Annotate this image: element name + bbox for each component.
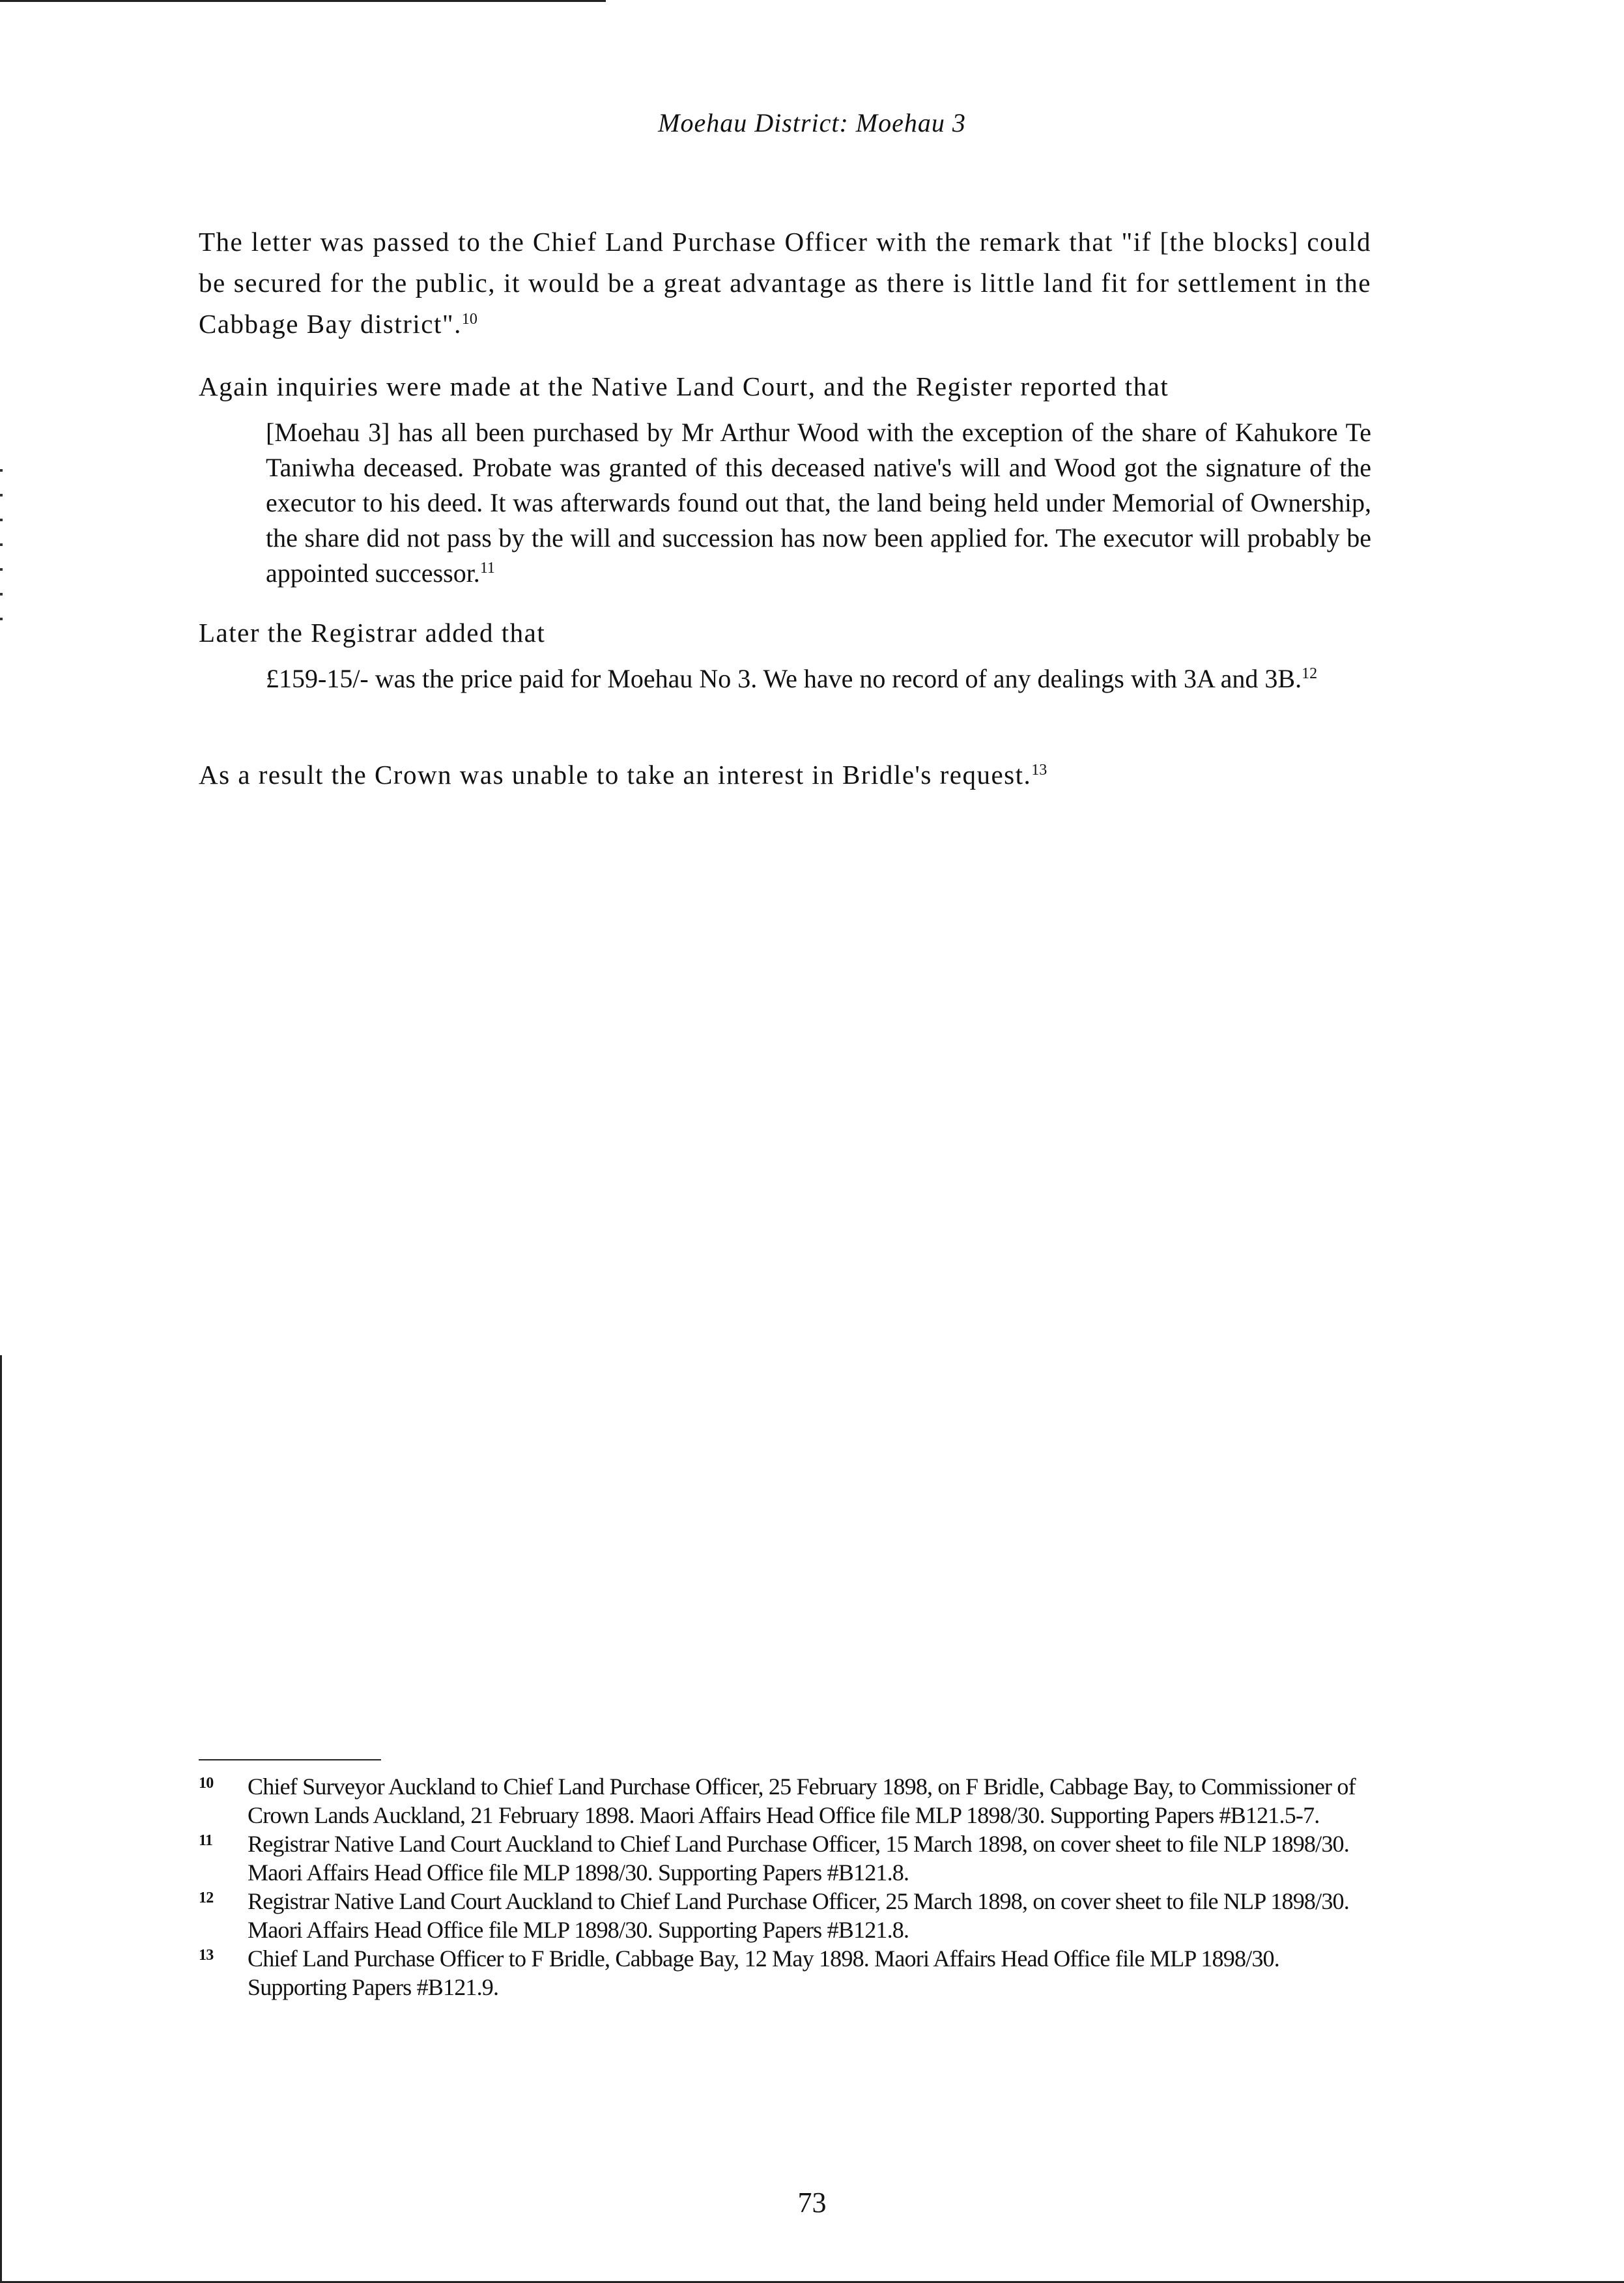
scan-specks bbox=[0, 469, 3, 639]
footnote-number: 10 bbox=[199, 1775, 214, 1792]
footnote-number: 13 bbox=[199, 1947, 214, 1964]
footnotes bbox=[199, 1772, 1371, 2002]
scan-edge-left bbox=[0, 1355, 2, 2283]
footnote-13 bbox=[199, 1944, 1371, 2002]
paragraph-1-text: The letter was passed to the Chief Land Purchase Officer with the remark that "if [the blocks] could be secured for the public, it would be a great advantage as there is little land fit for settlement in the Cabbage Bay district". bbox=[199, 227, 1371, 339]
footnote-10 bbox=[199, 1772, 1371, 1830]
block-quote-1 bbox=[266, 415, 1371, 591]
paragraph-2: Again inquiries were made at the Native Land Court, and the Register reported that bbox=[199, 371, 1169, 401]
footnote-separator bbox=[199, 1759, 381, 1760]
footnote-text: Registrar Native Land Court Auckland to Chief Land Purchase Officer, 15 March 1898, on cover sheet to file NLP 1898/30. Maori Affairs Head Office file MLP 1898/30. Supporting Papers #B121.8. bbox=[248, 1831, 1349, 1886]
footnote-number: 12 bbox=[199, 1889, 214, 1906]
running-header: Moehau District: Moehau 3 bbox=[658, 108, 966, 137]
paragraph-3: Later the Registrar added that bbox=[199, 618, 546, 648]
footnote-ref-13[interactable]: 13 bbox=[1031, 762, 1047, 779]
paragraph-4-text: As a result the Crown was unable to take an interest in Bridle's request. bbox=[199, 760, 1032, 790]
footnote-number: 11 bbox=[199, 1832, 213, 1849]
footnote-11 bbox=[199, 1830, 1371, 1887]
footnote-12 bbox=[199, 1887, 1371, 1944]
scan-edge-top bbox=[0, 0, 606, 2]
footnote-ref-10[interactable]: 10 bbox=[461, 311, 477, 328]
footnote-ref-11[interactable]: 11 bbox=[479, 560, 495, 577]
paragraph-1 bbox=[199, 222, 1371, 345]
block-quote-2 bbox=[266, 661, 1371, 696]
block-quote-1-text: [Moehau 3] has all been purchased by Mr Arthur Wood with the exception of the share of Kahukore Te Taniwha deceased. Probate was granted of this deceased native's will and Wood got the signature of the executor to his deed. It was afterwards found out that, the land being held under Memorial of Ownership, the share did not pass by the will and succession has now been applied for. The executor will probably be appointed successor. bbox=[266, 418, 1371, 588]
footnote-text: Chief Land Purchase Officer to F Bridle, Cabbage Bay, 12 May 1898. Maori Affairs Head Office file MLP 1898/30. Supporting Papers #B121.9. bbox=[248, 1946, 1279, 2000]
footnote-text: Chief Surveyor Auckland to Chief Land Purchase Officer, 25 February 1898, on F Bridle, Cabbage Bay, to Commissioner of Crown Lands Auckland, 21 February 1898. Maori Affairs Head Office file MLP 1898/30. Supporting Papers #B121.5-7. bbox=[248, 1773, 1356, 1828]
paragraph-4 bbox=[199, 754, 1371, 796]
block-quote-2-text: £159-15/- was the price paid for Moehau No 3. We have no record of any dealings with 3A and 3B. bbox=[266, 664, 1302, 693]
footnote-text: Registrar Native Land Court Auckland to Chief Land Purchase Officer, 25 March 1898, on cover sheet to file NLP 1898/30. Maori Affairs Head Office file MLP 1898/30. Supporting Papers #B121.8. bbox=[248, 1888, 1349, 1943]
footnote-ref-12[interactable]: 12 bbox=[1302, 665, 1318, 682]
page-number: 73 bbox=[797, 2187, 827, 2218]
